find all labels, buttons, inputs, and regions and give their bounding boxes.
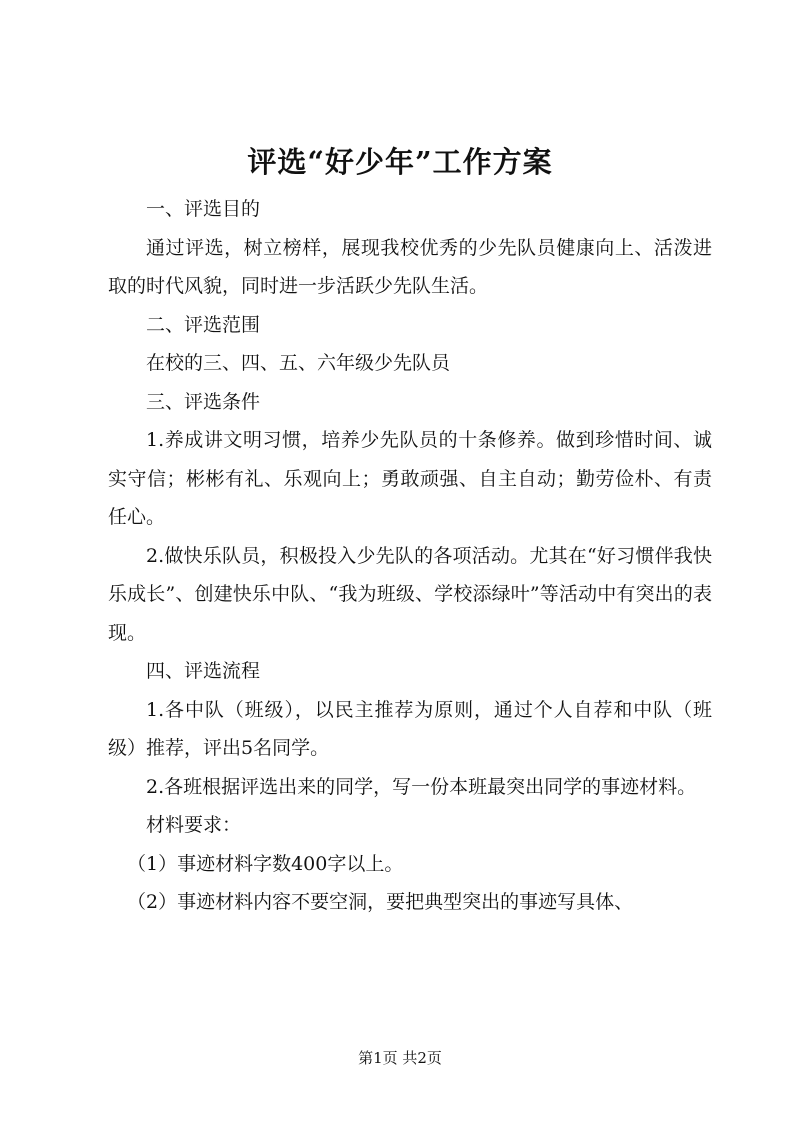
paragraph-scope: 在校的三、四、五、六年级少先队员 xyxy=(146,352,451,374)
section-heading-scope: 二、评选范围 xyxy=(146,313,261,336)
section-heading-purpose: 一、评选目的 xyxy=(146,198,261,220)
paragraph-requirement-1: （1）事迹材料字数400字以上。 xyxy=(127,852,404,875)
section-heading-process: 四、评选流程 xyxy=(146,660,261,682)
paragraph-process-1: 1.各中队（班级），以民主推荐为原则，通过个人自荐和中队（班级）推荐，评出5名同学。 xyxy=(108,698,712,759)
paragraph-condition-2: 2.做快乐队员，积极投入少先队的各项活动。尤其在“好习惯伴我快乐成长”、创建快乐中队、“我为班级、学校添绿叶”等活动中有突出的表现。 xyxy=(108,544,712,644)
paragraph-condition-1: 1.养成讲文明习惯，培养少先队员的十条修养。做到珍惜时间、诚实守信；彬彬有礼、乐观向上；勇敢顽强、自主自动；勤劳俭朴、有责任心。 xyxy=(108,429,712,528)
page-footer: 第1页 共2页 xyxy=(358,1049,442,1067)
paragraph-process-2: 2.各班根据评选出来的同学，写一份本班最突出同学的事迹材料。 xyxy=(146,775,697,798)
paragraph-requirement-2: （2）事迹材料内容不要空洞，要把典型突出的事迹写具体、 xyxy=(127,891,634,913)
paragraph-purpose: 通过评选，树立榜样，展现我校优秀的少先队员健康向上、活泼进取的时代风貌，同时进一步活跃少先队生活。 xyxy=(108,236,712,297)
document-title: 评选“好少年”工作方案 xyxy=(247,145,553,179)
document-body xyxy=(108,190,712,922)
section-heading-conditions: 三、评选条件 xyxy=(146,390,261,413)
paragraph-material-requirements: 材料要求： xyxy=(146,814,242,836)
